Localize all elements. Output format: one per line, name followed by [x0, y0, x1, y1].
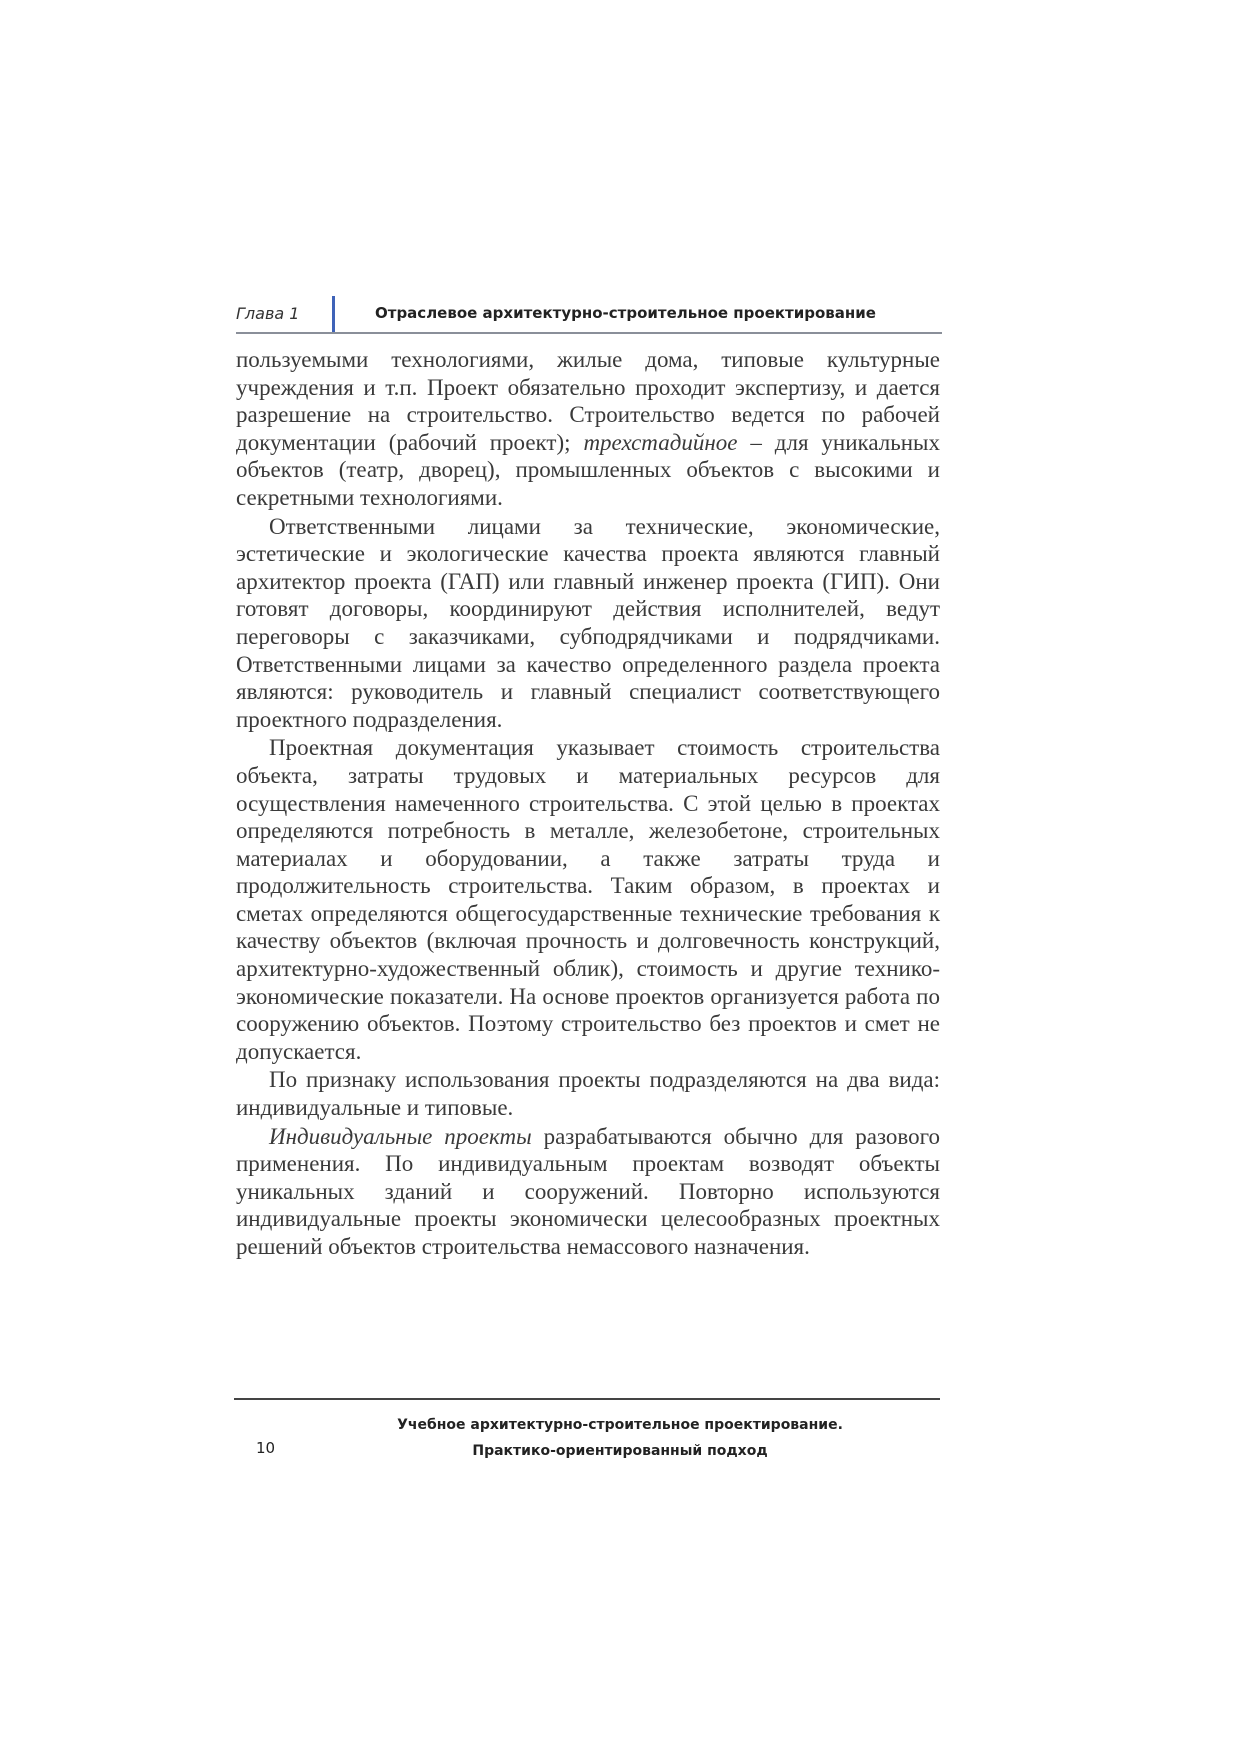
- paragraph-5-text: разрабатываются обычно для разового применения. По индивидуальным проектам возводят объекты уникальных зданий и сооружений. Повторно используются индивидуальные проекты экономически целесообразных проектных решений объектов строительства немассового назначения.: [236, 1123, 940, 1259]
- chapter-label: Глава 1: [236, 304, 300, 323]
- paragraph-1-text-b: – для уникальных объектов (театр, дворец), промышленных объектов с высокими и секретными технологиями.: [236, 429, 941, 510]
- paragraph-2: Ответственными лицами за технические, экономические, эстетические и экологические качества проекта являются главный архитектор проекта (ГАП) или главный инженер проекта (ГИП). Они готовят договоры, координируют действия исполнителей, ведут переговоры с заказчиками, субподрядчиками и подрядчиками. Ответственными лицами за качество определенного раздела проекта являются: руководитель и главный специалист соответствующего проектного подразделения.: [236, 513, 940, 732]
- paragraph-1-emphasis: трехстадийное: [583, 429, 738, 455]
- paragraph-1: [236, 346, 940, 512]
- footer-title: [300, 1412, 940, 1464]
- running-header-title: Отраслевое архитектурно-строительное проектирование: [375, 304, 876, 322]
- paragraph-1-text-a: пользуемыми технологиями, жилые дома, типовые культурные учреждения и т.п. Проект обязательно проходит экспертизу, и дается разрешение на строительство. Строительство ведется по рабочей документации (рабочий проект);: [236, 347, 940, 455]
- paragraph-3: Проектная документация указывает стоимость строительства объекта, затраты трудовых и материальных ресурсов для осуществления намеченного строительства. С этой целью в проектах определяются потребность в металле, железобетоне, строительных материалах и оборудовании, а также затраты труда и продолжительность строительства. Таким образом, в проектах и сметах определяются общегосударственные технические требования к качеству объектов (включая прочность и долговечность конструкций, архитектурно-художественный облик), стоимость и другие технико-экономические показатели. На основе проектов организуется работа по сооружению объектов. Поэтому строительство без проектов и смет не допускается.: [236, 735, 940, 1064]
- running-header: [236, 296, 942, 334]
- footer-title-line-1: Учебное архитектурно-строительное проектирование.: [397, 1417, 843, 1433]
- paragraph-5: [236, 1123, 940, 1261]
- footer-title-line-2: Практико-ориентированный подход: [472, 1443, 768, 1459]
- footer-rule: [234, 1398, 940, 1400]
- header-divider: [332, 296, 335, 332]
- paragraph-4: По признаку использования проекты подразделяются на два вида: индивидуальные и типовые.: [236, 1067, 940, 1121]
- body-text: [236, 346, 940, 1262]
- paragraph-5-emphasis: Индивидуальные проекты: [269, 1123, 532, 1149]
- page-number: 10: [256, 1439, 276, 1457]
